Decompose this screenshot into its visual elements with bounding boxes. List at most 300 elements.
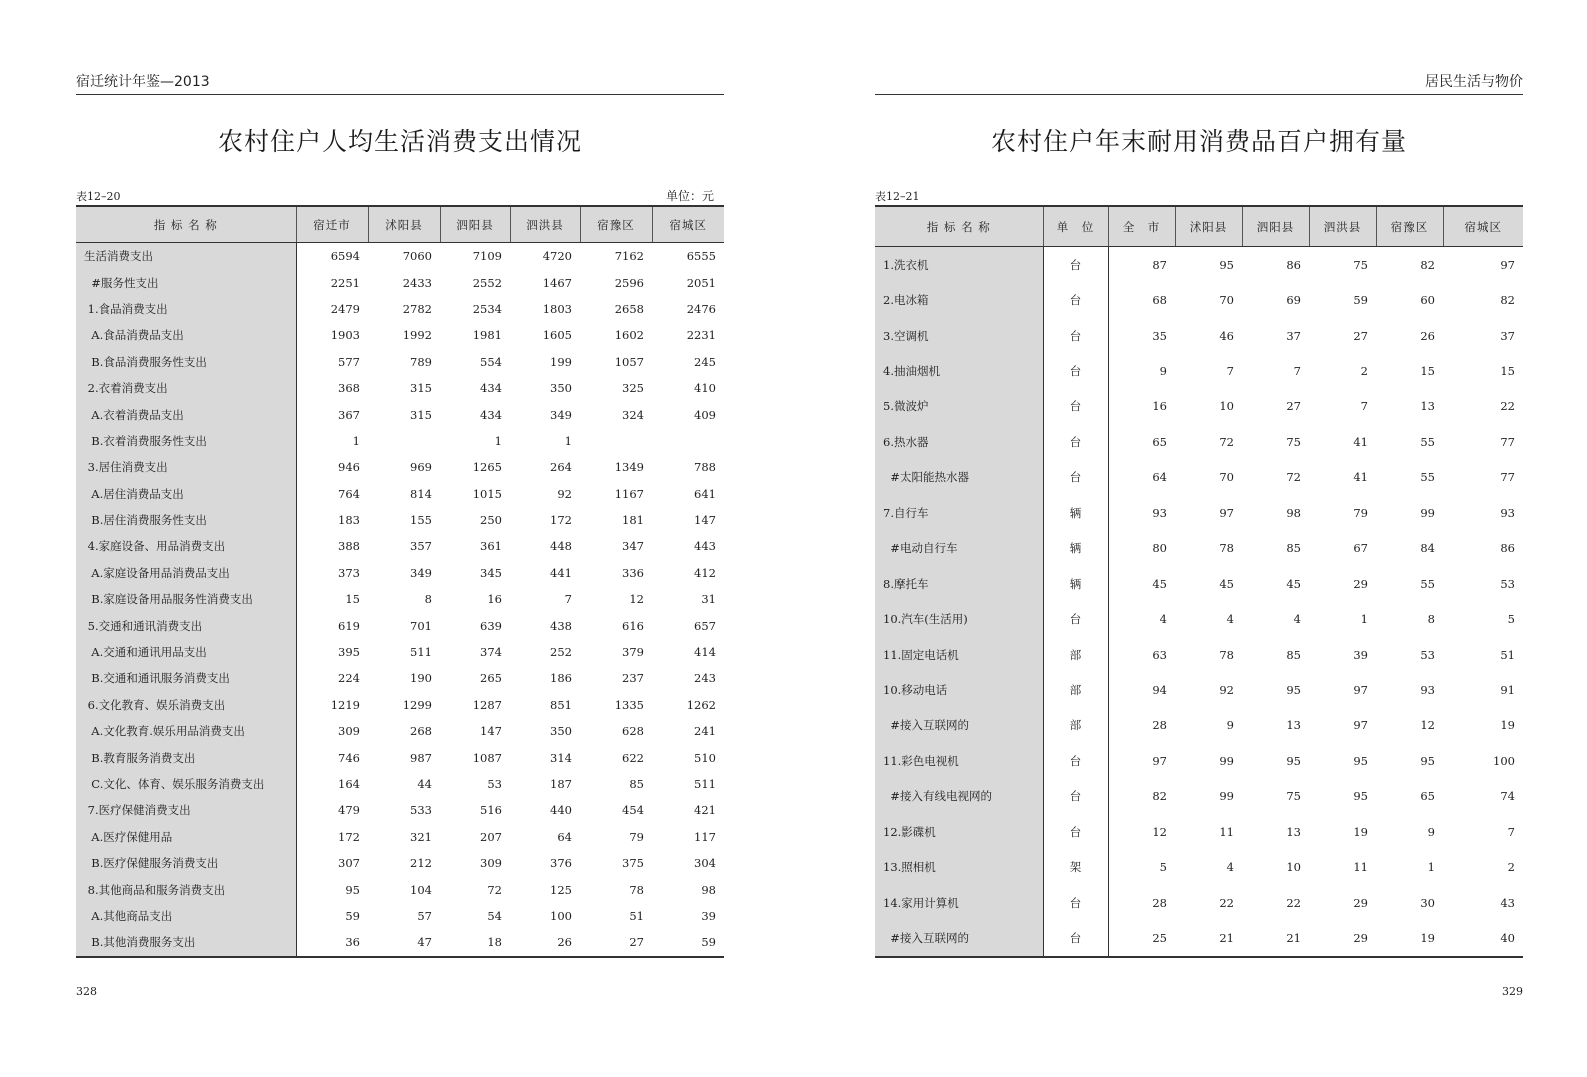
cell-value: 47 [417,935,432,950]
cell-value: 35 [1152,328,1167,343]
unit-value: 辆 [1043,495,1108,530]
table-row [875,389,1523,424]
cell-value: 701 [410,618,432,633]
table-row [875,849,1523,884]
cell-value: 7 [564,592,572,607]
row-label: A.衣着消费品支出 [76,401,296,427]
cell-value: 350 [550,724,572,739]
cell-value: 19 [1420,931,1435,946]
cell-value: 82 [1420,257,1435,272]
cell-value: 97 [1219,505,1234,520]
row-label: #接入互联网的 [875,920,1043,956]
cell-value: 45 [1219,576,1234,591]
cell-value: 243 [694,671,716,686]
cell-value: 1015 [472,486,502,501]
cell-value: 252 [550,645,572,660]
cell-value: 421 [694,803,716,818]
row-label: 14.家用计算机 [875,885,1043,920]
cell-value: 28 [1152,895,1167,910]
cell-value: 9 [1427,824,1435,839]
cell-value: 441 [550,565,572,580]
cell-value: 27 [629,935,644,950]
column-header: 指 标 名 称 [76,206,296,243]
cell-value: 28 [1152,718,1167,733]
cell-value: 388 [338,539,360,554]
running-header-right [875,74,1523,95]
cell-value: 55 [1420,470,1435,485]
row-label: 7.自行车 [875,495,1043,530]
cell-value: 4720 [542,249,572,264]
table-row [875,708,1523,743]
cell-value: 2479 [330,301,360,316]
table-row [76,876,724,902]
cell-value: 70 [1219,470,1234,485]
cell-value: 59 [701,935,716,950]
unit-value: 架 [1043,849,1108,884]
cell-value: 414 [694,645,716,660]
cell-value: 969 [410,460,432,475]
table-row [76,771,724,797]
cell-value: 622 [622,750,644,765]
cell-value: 264 [550,460,572,475]
cell-value: 43 [1500,895,1515,910]
table-row [76,560,724,586]
column-header: 宿豫区 [580,206,652,243]
cell-value: 22 [1286,895,1301,910]
cell-value: 19 [1353,824,1368,839]
row-label: A.食品消费品支出 [76,322,296,348]
cell-value: 99 [1420,505,1435,520]
cell-value: 8 [1427,612,1435,627]
cell-value: 7 [1360,399,1368,414]
table-row [875,424,1523,459]
cell-value: 95 [1286,753,1301,768]
cell-value: 412 [694,565,716,580]
table-row [875,531,1523,566]
cell-value: 7 [1293,364,1301,379]
cell-value: 1087 [472,750,502,765]
cell-value: 37 [1286,328,1301,343]
row-label: B.医疗保健服务消费支出 [76,850,296,876]
cell-value: 19 [1500,718,1515,733]
cell-value: 2251 [330,275,360,290]
table-number: 表12–20 [76,190,121,203]
cell-value: 2051 [686,275,716,290]
table-number: 表12–21 [875,190,920,203]
unit-value: 部 [1043,672,1108,707]
table-row [76,903,724,929]
cell-value: 434 [480,381,502,396]
cell-value: 72 [1286,470,1301,485]
cell-value: 2782 [402,301,432,316]
cell-value: 1349 [614,460,644,475]
cell-value: 64 [1152,470,1167,485]
unit-value: 台 [1043,779,1108,814]
cell-value: 241 [694,724,716,739]
cell-value: 59 [345,908,360,923]
cell-value: 199 [550,354,572,369]
table-row [76,349,724,375]
cell-value: 7 [1226,364,1234,379]
cell-value: 63 [1152,647,1167,662]
row-label: 10.汽车(生活用) [875,601,1043,636]
cell-value: 224 [338,671,360,686]
cell-value: 45 [1286,576,1301,591]
cell-value: 245 [694,354,716,369]
cell-value: 54 [487,908,502,923]
cell-value: 87 [1152,257,1167,272]
cell-value: 82 [1500,293,1515,308]
row-label: 3.空调机 [875,318,1043,353]
table-row [875,920,1523,956]
cell-value: 99 [1219,789,1234,804]
cell-value: 347 [622,539,644,554]
cell-value: 315 [410,381,432,396]
row-label: 8.摩托车 [875,566,1043,601]
cell-value: 2658 [614,301,644,316]
page-number: 328 [76,985,97,998]
cell-value: 95 [1286,682,1301,697]
row-label: A.医疗保健用品 [76,824,296,850]
cell-value: 4 [1226,860,1234,875]
cell-value: 78 [1219,541,1234,556]
cell-value: 12 [1420,718,1435,733]
cell-value: 4 [1293,612,1301,627]
cell-value: 336 [622,565,644,580]
cell-value: 94 [1152,682,1167,697]
cell-value: 7109 [472,249,502,264]
cell-value: 51 [629,908,644,923]
cell-value: 21 [1286,931,1301,946]
cell-value: 91 [1500,682,1515,697]
cell-value: 25 [1152,931,1167,946]
cell-value: 1903 [330,328,360,343]
table-title-durables: 农村住户年末耐用消费品百户拥有量 [990,127,1407,156]
cell-value: 53 [1420,647,1435,662]
cell-value: 29 [1353,931,1368,946]
cell-value: 554 [480,354,502,369]
row-label: C.文化、体育、娱乐服务消费支出 [76,771,296,797]
cell-value: 639 [480,618,502,633]
cell-value: 321 [410,829,432,844]
cell-value: 172 [550,513,572,528]
row-label: 2.电冰箱 [875,282,1043,317]
unit-value: 台 [1043,920,1108,956]
column-header: 指 标 名 称 [875,206,1043,247]
unit-value: 辆 [1043,531,1108,566]
row-label: 5.交通和通讯消费支出 [76,612,296,638]
table-row [76,639,724,665]
cell-value: 183 [338,513,360,528]
cell-value: 443 [694,539,716,554]
unit-value: 台 [1043,389,1108,424]
cell-value: 86 [1286,257,1301,272]
table-row [875,672,1523,707]
cell-value: 95 [1353,753,1368,768]
cell-value: 325 [622,381,644,396]
table-row [875,247,1523,283]
cell-value: 788 [694,460,716,475]
cell-value: 1167 [614,486,644,501]
unit-value: 台 [1043,318,1108,353]
cell-value: 764 [338,486,360,501]
cell-value: 78 [1219,647,1234,662]
cell-value: 395 [338,645,360,660]
cell-value: 187 [550,777,572,791]
cell-value: 374 [480,645,502,660]
cell-value: 27 [1286,399,1301,414]
cell-value: 6594 [330,249,360,264]
cell-value: 100 [1493,753,1515,768]
cell-value: 9 [1159,364,1167,379]
table-row [76,322,724,348]
table-row [76,665,724,691]
cell-value: 349 [410,565,432,580]
cell-value: 510 [694,750,716,765]
cell-value: 628 [622,724,644,739]
cell-value: 1262 [686,697,716,712]
table-row [875,601,1523,636]
cell-value: 46 [1219,328,1234,343]
cell-value: 77 [1500,434,1515,449]
cell-value: 92 [557,486,572,501]
table-row [76,375,724,401]
cell-value: 6555 [686,249,716,264]
cell-value: 39 [1353,647,1368,662]
cell-value: 12 [1152,824,1167,839]
cell-value: 479 [338,803,360,818]
cell-value: 10 [1219,399,1234,414]
cell-value: 237 [622,671,644,686]
cell-value: 946 [338,460,360,475]
table-row [875,566,1523,601]
cell-value: 100 [550,908,572,923]
row-label: A.交通和通讯用品支出 [76,639,296,665]
unit-value: 台 [1043,282,1108,317]
cell-value: 55 [1420,434,1435,449]
durables-table [875,205,1523,958]
cell-value: 75 [1353,257,1368,272]
column-header: 泗阳县 [440,206,510,243]
cell-value: 97 [1152,753,1167,768]
table-row [76,296,724,322]
cell-value: 533 [410,803,432,818]
cell-value: 97 [1353,682,1368,697]
column-header: 全 市 [1108,206,1175,247]
row-label: 6.热水器 [875,424,1043,459]
chapter-title: 居民生活与物价 [1425,74,1523,90]
table-row [76,507,724,533]
cell-value: 21 [1219,931,1234,946]
cell-value: 51 [1500,647,1515,662]
left-page [76,0,724,1077]
cell-value: 304 [694,856,716,871]
table-row [875,637,1523,672]
cell-value: 410 [694,381,716,396]
row-label: #电动自行车 [875,531,1043,566]
table-row [76,929,724,956]
row-label: B.教育服务消费支出 [76,744,296,770]
cell-value [368,428,440,454]
page-number: 329 [1502,985,1523,998]
table-row [875,779,1523,814]
row-label: 12.影碟机 [875,814,1043,849]
column-header: 沭阳县 [1175,206,1242,247]
unit-value: 台 [1043,353,1108,388]
cell-value: 125 [550,882,572,897]
cell-value: 641 [694,486,716,501]
cell-value: 1287 [472,697,502,712]
cell-value: 9 [1226,718,1234,733]
cell-value: 16 [1152,399,1167,414]
cell-value: 16 [487,592,502,607]
cell-value: 619 [338,618,360,633]
table-row [76,269,724,295]
cell-value: 8 [424,592,432,607]
cell-value: 22 [1219,895,1234,910]
cell-value: 190 [410,671,432,686]
row-label: B.其他消费服务支出 [76,929,296,956]
cell-value: 26 [557,935,572,950]
cell-value: 18 [487,935,502,950]
cell-value: 147 [480,724,502,739]
cell-value: 375 [622,856,644,871]
cell-value: 67 [1353,541,1368,556]
table-row [76,744,724,770]
cell-value: 434 [480,407,502,422]
cell-value: 987 [410,750,432,765]
cell-value: 315 [410,407,432,422]
cell-value: 2 [1507,860,1515,875]
unit-label: 单位：元 [665,189,714,203]
column-header: 泗洪县 [1309,206,1376,247]
row-label: 10.移动电话 [875,672,1043,707]
cell-value: 11 [1219,824,1234,839]
row-label: B.衣着消费服务性支出 [76,428,296,454]
row-label: B.家庭设备用品服务性消费支出 [76,586,296,612]
cell-value: 379 [622,645,644,660]
cell-value: 95 [345,882,360,897]
cell-value: 65 [1152,434,1167,449]
row-label: 生活消费支出 [76,243,296,270]
cell-value: 10 [1286,860,1301,875]
cell-value: 307 [338,856,360,871]
cell-value: 74 [1500,789,1515,804]
yearbook-title: 宿迁统计年鉴—2013 [76,74,210,90]
cell-value: 181 [622,513,644,528]
cell-value [580,428,652,454]
cell-value: 1265 [472,460,502,475]
row-label: #服务性支出 [76,269,296,295]
cell-value: 45 [1152,576,1167,591]
cell-value: 164 [338,777,360,791]
table-row [875,318,1523,353]
table-row [76,454,724,480]
cell-value: 72 [1219,434,1234,449]
cell-value [652,428,724,454]
cell-value: 511 [694,777,716,791]
cell-value: 93 [1420,682,1435,697]
cell-value: 85 [629,777,644,791]
running-header-left [76,74,724,95]
column-header: 沭阳县 [368,206,440,243]
cell-value: 99 [1219,753,1234,768]
cell-value: 15 [345,592,360,607]
row-label: 4.家庭设备、用品消费支出 [76,533,296,559]
cell-value: 69 [1286,293,1301,308]
column-header: 泗阳县 [1242,206,1309,247]
cell-value: 4 [1159,612,1167,627]
table-row [76,401,724,427]
unit-value: 台 [1043,885,1108,920]
table-row [76,612,724,638]
cell-value: 2552 [472,275,502,290]
cell-value: 97 [1353,718,1368,733]
cell-value: 2433 [402,275,432,290]
cell-value: 309 [480,856,502,871]
cell-value: 97 [1500,257,1515,272]
cell-value: 80 [1152,541,1167,556]
cell-value: 44 [417,777,432,791]
cell-value: 85 [1286,541,1301,556]
row-label: 7.医疗保健消费支出 [76,797,296,823]
cell-value: 349 [550,407,572,422]
cell-value: 79 [629,829,644,844]
cell-value: 26 [1420,328,1435,343]
table-title-consumption: 农村住户人均生活消费支出情况 [217,127,582,156]
cell-value: 5 [1159,860,1167,875]
cell-value: 1992 [402,328,432,343]
unit-value: 台 [1043,814,1108,849]
cell-value: 7 [1507,824,1515,839]
cell-value: 64 [557,829,572,844]
cell-value: 324 [622,407,644,422]
cell-value: 1 [1360,612,1368,627]
table-row [76,428,724,454]
row-label: 6.文化教育、娱乐消费支出 [76,692,296,718]
cell-value: 98 [1286,505,1301,520]
unit-value: 台 [1043,247,1108,283]
cell-value: 15 [1420,364,1435,379]
cell-value: 2534 [472,301,502,316]
row-label: 2.衣着消费支出 [76,375,296,401]
cell-value: 376 [550,856,572,871]
column-header: 泗洪县 [510,206,580,243]
row-label: 5.微波炉 [875,389,1043,424]
row-label: 11.固定电话机 [875,637,1043,672]
cell-value: 448 [550,539,572,554]
cell-value: 95 [1420,753,1435,768]
cell-value: 409 [694,407,716,422]
cell-value: 207 [480,829,502,844]
cell-value: 1602 [614,328,644,343]
column-header: 宿城区 [652,206,724,243]
table-row [875,282,1523,317]
cell-value: 13 [1286,824,1301,839]
cell-value: 2596 [614,275,644,290]
unit-value: 台 [1043,743,1108,778]
cell-value: 79 [1353,505,1368,520]
cell-value: 31 [701,592,716,607]
cell-value: 511 [410,645,432,660]
cell-value: 40 [1500,931,1515,946]
row-label: #接入互联网的 [875,708,1043,743]
cell-value: 1299 [402,697,432,712]
cell-value: 657 [694,618,716,633]
cell-value: 1057 [614,354,644,369]
cell-value: 29 [1353,895,1368,910]
cell-value: 72 [487,882,502,897]
